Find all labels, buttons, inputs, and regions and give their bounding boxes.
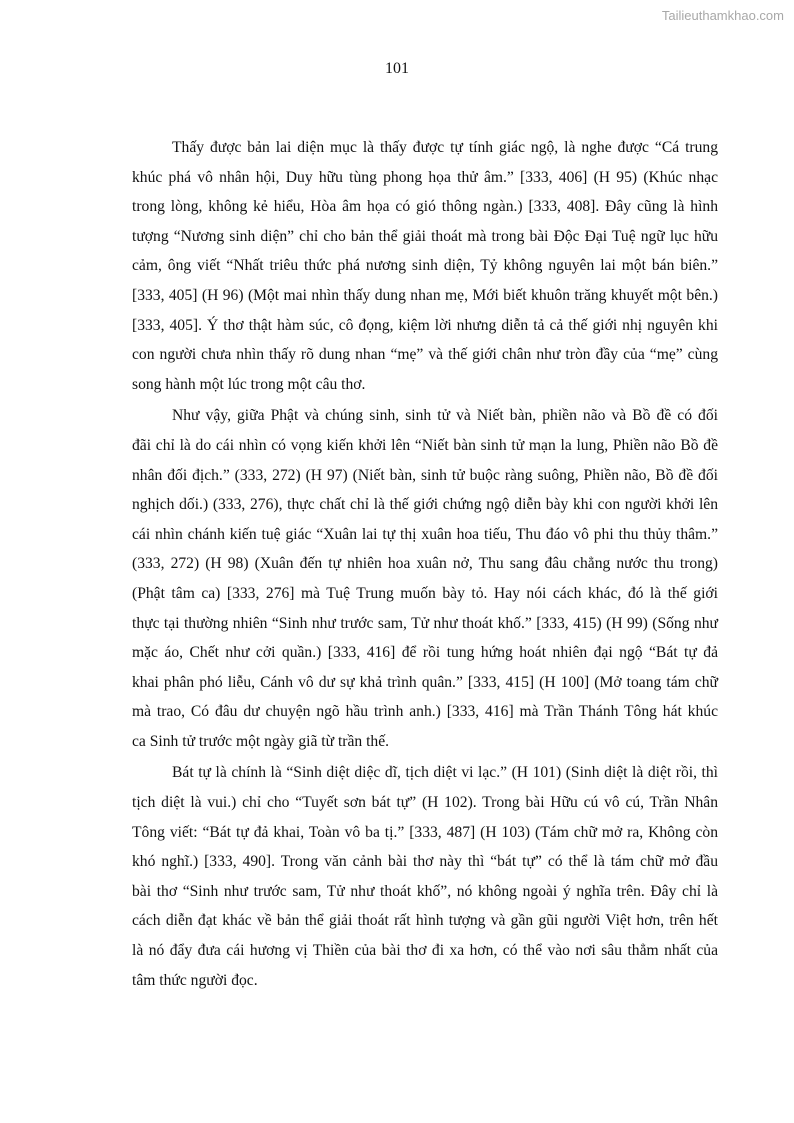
text-line: tâm thức người đọc. <box>132 971 258 989</box>
text-line: (333, 272) (H 98) (Xuân đến tự nhiên hoa xuân nở, Thu sang đâu chẳng nước thu trong) <box>132 555 718 573</box>
text-line: tịch diệt là vui.) chỉ cho “Tuyết sơn bát tự” (H 102). Trong bài Hữu cú vô cú, Trần Nhân <box>132 794 718 812</box>
text-line: [333, 405]. Ý thơ thật hàm súc, cô đọng, kiệm lời nhưng diễn tả cả thế giới nhị nguyên khi <box>132 316 718 334</box>
text-line: thực tại thường nhiên “Sinh như trước sam, Tử như thoát khố.” [333, 415) (H 99) (Sống như <box>132 614 718 632</box>
text-line: khó nghĩ.) [333, 490]. Trong văn cảnh bài thơ này thì “bát tự” có thể là tám chữ mở đầu <box>132 853 718 871</box>
text-line: (Phật tâm ca) [333, 276] mà Tuệ Trung muốn bày tỏ. Hay nói cách khác, đó là thế giới <box>132 584 718 602</box>
text-line: cái nhìn chánh kiến tuệ giác “Xuân lai tự thị xuân hoa tiếu, Thu đáo vô phi thu thủy thâm.” <box>132 525 718 543</box>
text-line: đãi chỉ là do cái nhìn có vọng kiến khởi lên “Niết bàn sinh tử mạn la lung, Phiền não Bồ đề <box>132 436 718 454</box>
text-line: nghịch dối.) (333, 276), thực chất chỉ là thế giới chứng ngộ diễn bày khi con người khởi lên <box>132 496 718 514</box>
paragraph-3 <box>132 758 718 995</box>
text-line: bài thơ “Sinh như trước sam, Tử như thoát khố”, nó không ngoài ý nghĩa trên. Đây chỉ là <box>132 882 718 900</box>
text-line: cảm, ông viết “Nhất triêu thức phá nương sinh diện, Tỷ không nguyên lai một bán biên.” <box>132 257 718 275</box>
watermark-text: Tailieuthamkhao.com <box>661 8 784 23</box>
paragraph-2 <box>132 401 718 756</box>
page-number: 101 <box>385 60 409 77</box>
text-line: con người chưa nhìn thấy rõ dung nhan “mẹ” và thế giới chân như tròn đầy của “mẹ” cùng <box>132 346 718 364</box>
text-line: Tông viết: “Bát tự đả khai, Toàn vô ba tị.” [333, 487] (H 103) (Tám chữ mở ra, Không còn <box>132 823 718 841</box>
text-line: mặc áo, Chết như cởi quần.) [333, 416] để rồi tung hứng hoát nhiên đại ngộ “Bát tự đả <box>132 644 718 662</box>
paragraph-1 <box>132 133 718 399</box>
text-line: khai phân phó liễu, Cánh vô dư sự khả trình quân.” [333, 415] (H 100] (Mở toang tám chữ <box>132 673 718 691</box>
text-line: Thấy được bản lai diện mục là thấy được tự tính giác ngộ, là nghe được “Cá trung <box>172 139 718 156</box>
document-body <box>132 133 718 995</box>
text-line: ca Sinh tử trước một ngày giã từ trần thế. <box>132 732 390 750</box>
text-line: tượng “Nương sinh diện” chỉ cho bản thể giải thoát mà trong bài Độc Đại Tuệ ngữ lục hữu <box>132 227 718 245</box>
text-line: [333, 405] (H 96) (Một mai nhìn thấy dung nhan mẹ, Mới biết khuôn trăng khuyết một bên.) <box>132 286 718 304</box>
text-line: Bát tự là chính là “Sinh diệt diệc dĩ, tịch diệt vi lạc.” (H 101) (Sinh diệt là diệt rồi, thì <box>172 764 718 782</box>
text-line: mà trao, Có đâu dư chuyện ngõ hầu trình anh.) [333, 416] mà Trần Thánh Tông hát khúc <box>132 703 718 721</box>
text-line: Như vậy, giữa Phật và chúng sinh, sinh tử và Niết bàn, phiền não và Bồ đề có đối <box>172 407 718 425</box>
text-line: song hành một lúc trong một câu thơ. <box>132 375 366 393</box>
text-line: cách diễn đạt khác về bản thể giải thoát rất hình tượng và gần gũi người Việt hơn, trên hết <box>132 912 718 930</box>
text-line: trong lòng, không kẻ hiểu, Hòa âm họa có gió thông ngàn.) [333, 408]. Đây cũng là hình <box>132 198 718 216</box>
text-line: là nó đẩy đưa cái hương vị Thiền của bài thơ đi xa hơn, có thể vào nơi sâu thẳm nhất của <box>132 942 718 960</box>
text-line: khúc phá vô nhân hội, Duy hữu tùng phong họa thử âm.” [333, 406] (H 95) (Khúc nhạc <box>132 168 718 186</box>
text-line: nhân đối địch.” (333, 272) (H 97) (Niết bàn, sinh tử buộc ràng suông, Phiền não, Bồ đề đối <box>132 466 718 484</box>
